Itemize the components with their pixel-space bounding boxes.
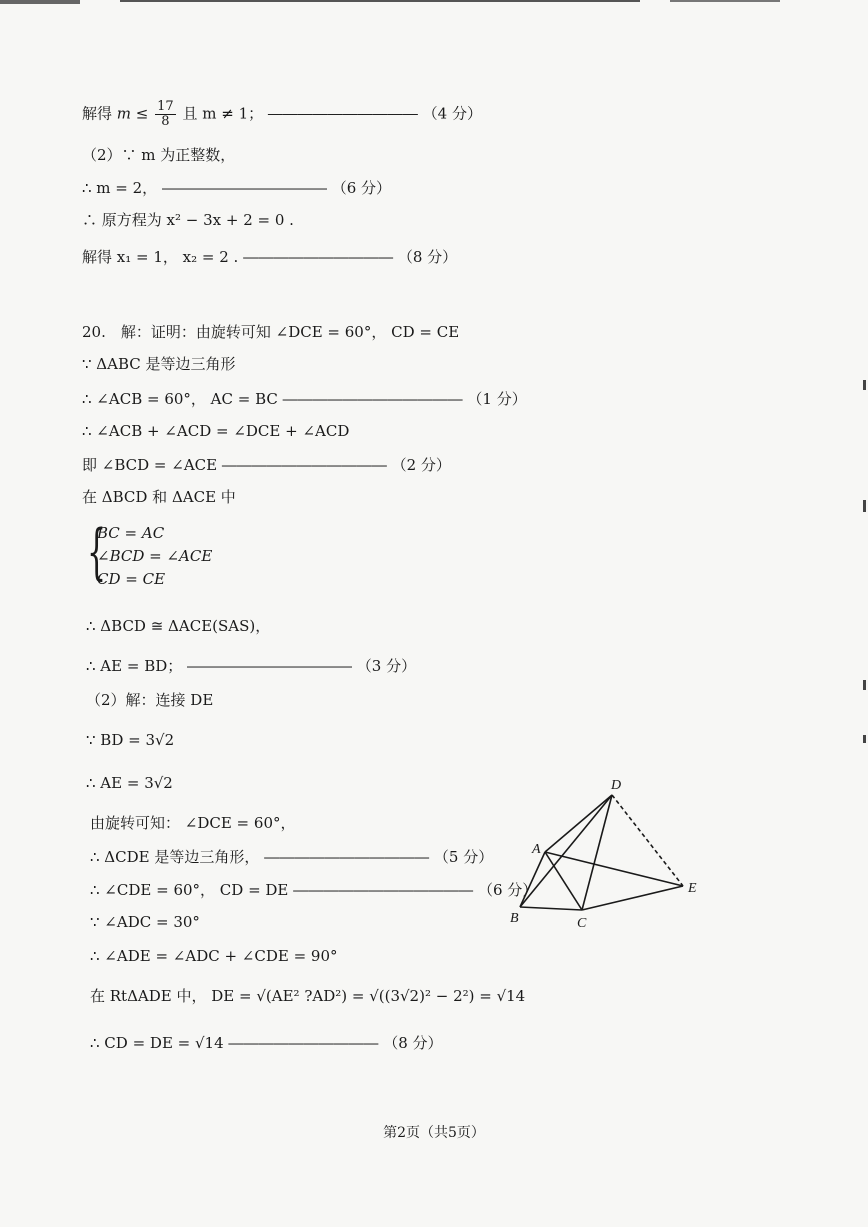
segment-AD xyxy=(545,795,612,852)
segment-AB xyxy=(520,852,545,907)
score-mark: （4 分） xyxy=(422,104,482,123)
system-line: CD = CE xyxy=(97,570,166,588)
page-footer: 第2页（共5页） xyxy=(383,1125,485,1141)
segment-AC xyxy=(545,852,582,910)
solution-line: ∴ ΔBCD ≅ ΔACE(SAS)， xyxy=(86,617,271,635)
system-line: ∠BCD = ∠ACE xyxy=(97,547,213,565)
score-mark: （1 分） xyxy=(467,390,527,408)
label-C: C xyxy=(577,916,587,931)
solution-line: 在 ΔBCD 和 ΔACE 中 xyxy=(82,488,236,506)
scan-edge-mark xyxy=(863,380,866,390)
score-mark: （2 分） xyxy=(391,456,451,474)
triangle-diagram xyxy=(500,770,720,940)
scan-edge-mark xyxy=(863,735,866,743)
header-rule-right xyxy=(670,0,780,2)
label-A: A xyxy=(532,842,541,857)
segment-BC xyxy=(520,907,582,910)
score-mark: （6 分） xyxy=(331,179,392,197)
scan-edge-mark xyxy=(0,0,80,4)
solution-line: ∴ ∠ACB = 60°， AC = BC ―――――――――――― （1 分） xyxy=(82,390,527,408)
left-brace: { xyxy=(87,517,107,587)
solution-line: ∴ AE = 3√2 xyxy=(86,774,173,792)
score-mark: （8 分） xyxy=(383,1034,443,1052)
solution-line: （2）∵ m 为正整数， xyxy=(82,146,236,164)
score-mark: （5 分） xyxy=(433,848,494,866)
label-B: B xyxy=(510,911,519,926)
segment-AE xyxy=(545,852,683,886)
score-mark: （6 分） xyxy=(477,881,538,899)
solution-line: ∵ BD = 3√2 xyxy=(86,731,175,749)
solution-line: ∵ ∠ADC = 30° xyxy=(90,913,200,931)
solution-line: ∵ ΔABC 是等边三角形 xyxy=(82,355,236,373)
solution-line: 解得 m ≤ $\frac{17}{8}$ 且 m ≠ 1； ―――――――――― （4 分） xyxy=(82,99,482,129)
scan-edge-mark xyxy=(863,500,866,512)
geometry-figure xyxy=(500,770,720,944)
scan-edge-mark xyxy=(863,680,866,690)
fraction: $\frac{17}{8}$ xyxy=(157,99,174,129)
solution-line: 在 RtΔADE 中， DE = √(AE² ?AD²) = √((3√2)² − 2²) = √14 xyxy=(90,987,526,1005)
solution-line: ∴ AE = BD； ――――――――――― （3 分） xyxy=(86,657,417,675)
score-mark: （8 分） xyxy=(397,248,458,266)
solution-line: 由旋转可知： ∠DCE = 60°， xyxy=(90,814,296,832)
solution-line: ∴ CD = DE = √14 ―――――――――― （8 分） xyxy=(90,1034,443,1052)
header-rule xyxy=(120,0,640,2)
segment-CE xyxy=(582,886,683,910)
solution-line: ∴ ∠CDE = 60°， CD = DE ―――――――――――― （6 分） xyxy=(90,881,538,899)
solution-line: ∴ 原方程为 x² − 3x + 2 = 0 . xyxy=(82,211,294,229)
problem-20-heading: 20. 解：证明：由旋转可知 ∠DCE = 60°， CD = CE xyxy=(82,323,460,341)
score-mark: （3 分） xyxy=(356,657,417,675)
label-E: E xyxy=(688,881,697,896)
solution-line: ∴ m = 2， ――――――――――― （6 分） xyxy=(82,179,392,197)
solution-line: 即 ∠BCD = ∠ACE ――――――――――― （2 分） xyxy=(82,456,451,474)
solution-line: （2）解：连接 DE xyxy=(86,691,214,709)
label-D: D xyxy=(611,778,622,793)
solution-line: ∴ ∠ADE = ∠ADC + ∠CDE = 90° xyxy=(90,947,338,965)
system-line: BC = AC xyxy=(97,524,165,542)
solution-line: 解得 x₁ = 1， x₂ = 2 . ―――――――――― （8 分） xyxy=(82,248,458,266)
solution-line: ∴ ΔCDE 是等边三角形， ――――――――――― （5 分） xyxy=(90,848,494,866)
solution-line: ∴ ∠ACB + ∠ACD = ∠DCE + ∠ACD xyxy=(82,422,350,440)
segment-DE-dashed xyxy=(612,795,683,886)
